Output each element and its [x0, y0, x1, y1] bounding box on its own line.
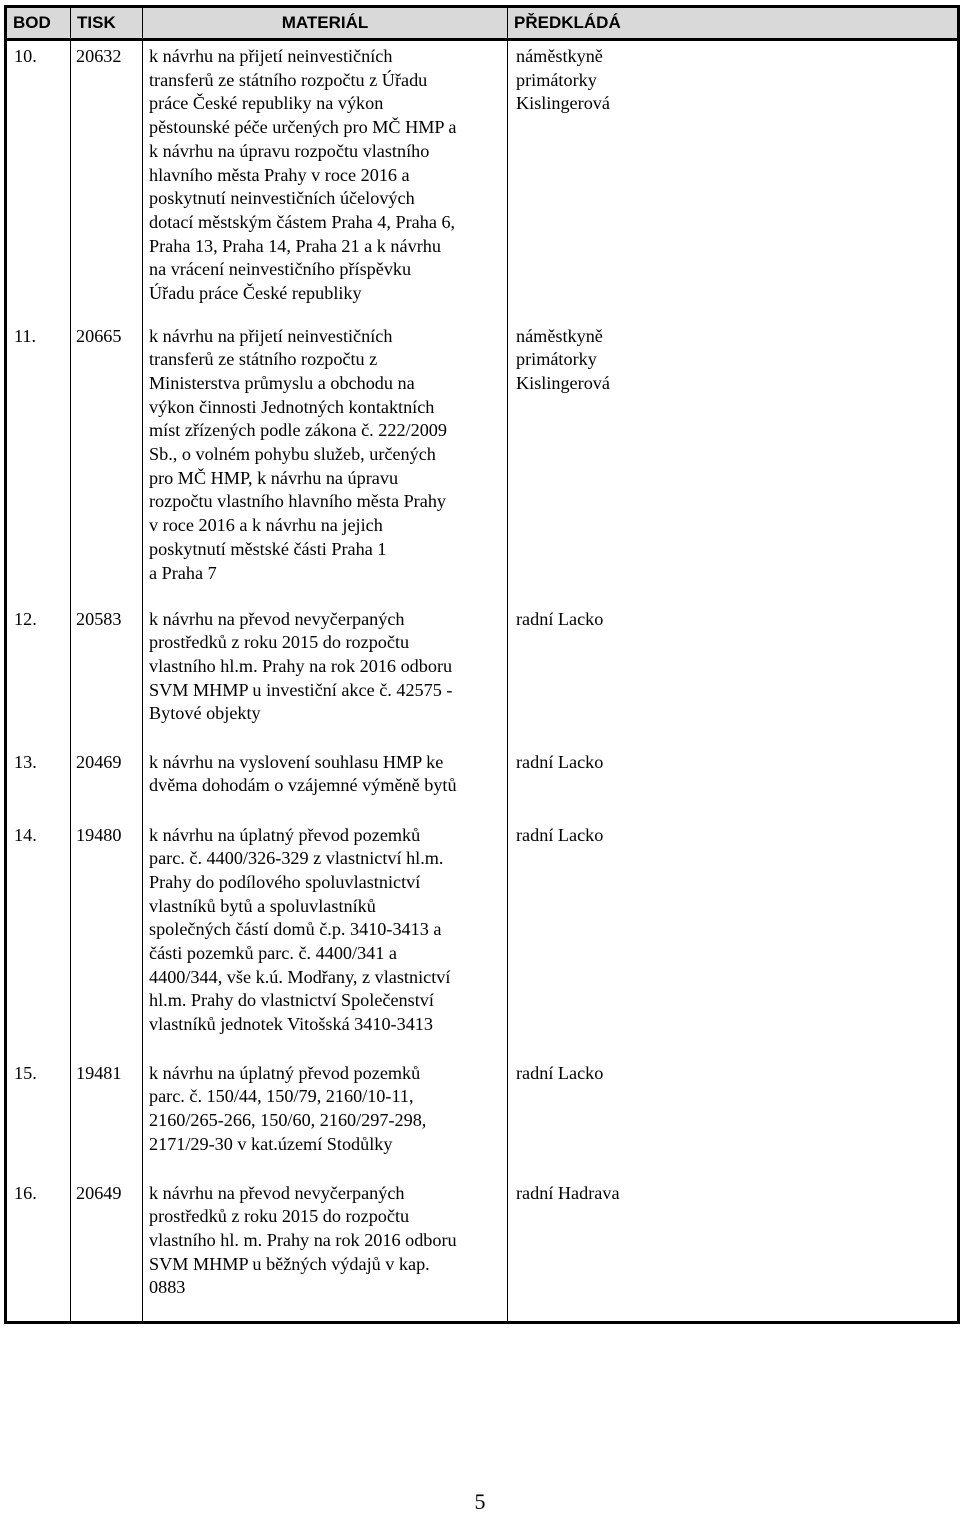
row-material: k návrhu na úplatný převod pozemků parc. č. 150/44, 150/79, 2160/10-11, 2160/265-266, 150/60, 2160/297-298, 2171/29-30 v kat.území Stodůlky	[143, 1058, 508, 1178]
agenda-table	[4, 5, 960, 1324]
row-predklada: radní Lacko	[508, 747, 959, 820]
row-bod: 14.	[6, 820, 71, 1058]
header-row	[6, 7, 959, 40]
row-predklada: radní Lacko	[508, 1058, 959, 1178]
row-predklada: radní Lacko	[508, 604, 959, 747]
table-row	[6, 1058, 959, 1178]
row-predklada: náměstkyně primátorky Kislingerová	[508, 40, 959, 321]
row-bod: 12.	[6, 604, 71, 747]
table-row	[6, 820, 959, 1058]
table-row	[6, 40, 959, 321]
row-predklada: radní Lacko	[508, 820, 959, 1058]
row-predklada: náměstkyně primátorky Kislingerová	[508, 321, 959, 604]
row-tisk: 19481	[71, 1058, 143, 1178]
row-tisk: 20469	[71, 747, 143, 820]
row-tisk: 20583	[71, 604, 143, 747]
row-bod: 16.	[6, 1178, 71, 1323]
row-material: k návrhu na převod nevyčerpaných prostředků z roku 2015 do rozpočtu vlastního hl. m. Prahy na rok 2016 odboru SVM MHMP u běžných výdajů v kap. 0883	[143, 1178, 508, 1323]
row-material: k návrhu na vyslovení souhlasu HMP ke dvěma dohodám o vzájemné výměně bytů	[143, 747, 508, 820]
row-tisk: 20665	[71, 321, 143, 604]
table-row	[6, 747, 959, 820]
header-bod: BOD	[6, 7, 71, 40]
table-row	[6, 321, 959, 604]
page-number: 5	[474, 1489, 486, 1514]
row-material: k návrhu na převod nevyčerpaných prostředků z roku 2015 do rozpočtu vlastního hl.m. Prahy na rok 2016 odboru SVM MHMP u investiční akce č. 42575 - Bytové objekty	[143, 604, 508, 747]
row-material: k návrhu na úplatný převod pozemků parc. č. 4400/326-329 z vlastnictví hl.m. Prahy do podílového spoluvlastnictví vlastníků bytů a spoluvlastníků společných částí domů č.p. 3410-3413 a části pozemků parc. č. 4400/341 a 4400/344, vše k.ú. Modřany, z vlastnictví hl.m. Prahy do vlastnictví Společenství vlastníků jednotek Vitošská 3410-3413	[143, 820, 508, 1058]
header-tisk: TISK	[71, 7, 143, 40]
table-row	[6, 1178, 959, 1323]
row-tisk: 19480	[71, 820, 143, 1058]
row-bod: 15.	[6, 1058, 71, 1178]
row-bod: 10.	[6, 40, 71, 321]
row-bod: 13.	[6, 747, 71, 820]
header-predklada: PŘEDKLÁDÁ	[508, 7, 959, 40]
row-tisk: 20632	[71, 40, 143, 321]
row-predklada: radní Hadrava	[508, 1178, 959, 1323]
row-material: k návrhu na přijetí neinvestičních transferů ze státního rozpočtu z Úřadu práce České republiky na výkon pěstounské péče určených pro MČ HMP a k návrhu na úpravu rozpočtu vlastního hlavního města Prahy v roce 2016 a poskytnutí neinvestičních účelových dotací městským částem Praha 4, Praha 6, Praha 13, Praha 14, Praha 21 a k návrhu na vrácení neinvestičního příspěvku Úřadu práce České republiky	[143, 40, 508, 321]
row-bod: 11.	[6, 321, 71, 604]
table-row	[6, 604, 959, 747]
row-material: k návrhu na přijetí neinvestičních transferů ze státního rozpočtu z Ministerstva průmyslu a obchodu na výkon činnosti Jednotných kontaktních míst zřízených podle zákona č. 222/2009 Sb., o volném pohybu služeb, určených pro MČ HMP, k návrhu na úpravu rozpočtu vlastního hlavního města Prahy v roce 2016 a k návrhu na jejich poskytnutí městské části Praha 1 a Praha 7	[143, 321, 508, 604]
row-tisk: 20649	[71, 1178, 143, 1323]
header-material: MATERIÁL	[143, 7, 508, 40]
